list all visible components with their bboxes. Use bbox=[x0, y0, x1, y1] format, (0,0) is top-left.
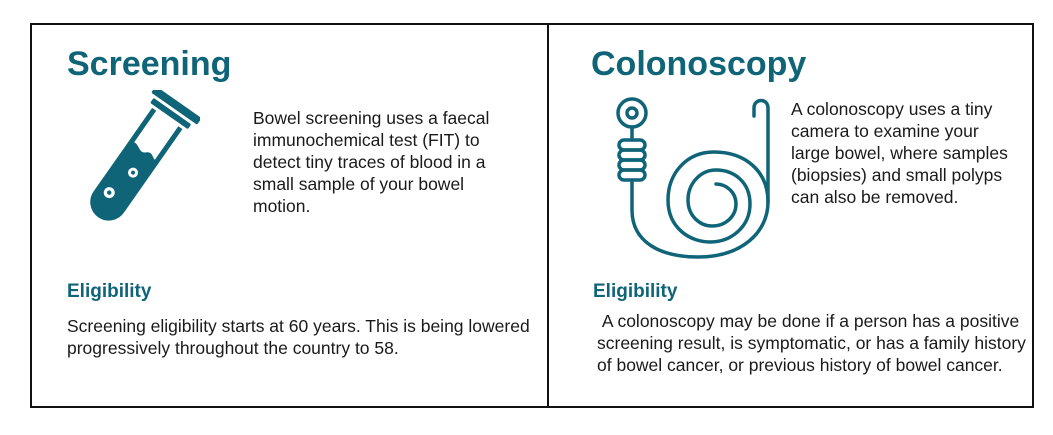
test-tube-icon bbox=[68, 90, 200, 242]
colonoscope-icon bbox=[602, 92, 782, 264]
screening-description: Bowel screening uses a faecal immunochemical test (FIT) to detect tiny traces of blood in a small sample of your bowel motion. bbox=[253, 108, 490, 216]
column-divider bbox=[547, 23, 549, 408]
screening-title: Screening bbox=[67, 45, 232, 83]
colonoscopy-title: Colonoscopy bbox=[591, 45, 807, 83]
colonoscopy-description: A colonoscopy uses a tiny camera to examine your large bowel, where samples (biopsies) and small polyps can also be removed. bbox=[791, 99, 1008, 207]
colonoscopy-eligibility-text: A colonoscopy may be done if a person has a positive screening result, is symptomatic, or has a family history of bowel cancer, or previous history of bowel cancer. bbox=[597, 311, 1031, 375]
screening-eligibility-text: Screening eligibility starts at 60 years. This is being lowered progressively throughout the country to 58. bbox=[67, 316, 530, 358]
colonoscopy-eligibility-heading: Eligibility bbox=[593, 281, 678, 302]
screening-eligibility-heading: Eligibility bbox=[67, 281, 152, 302]
